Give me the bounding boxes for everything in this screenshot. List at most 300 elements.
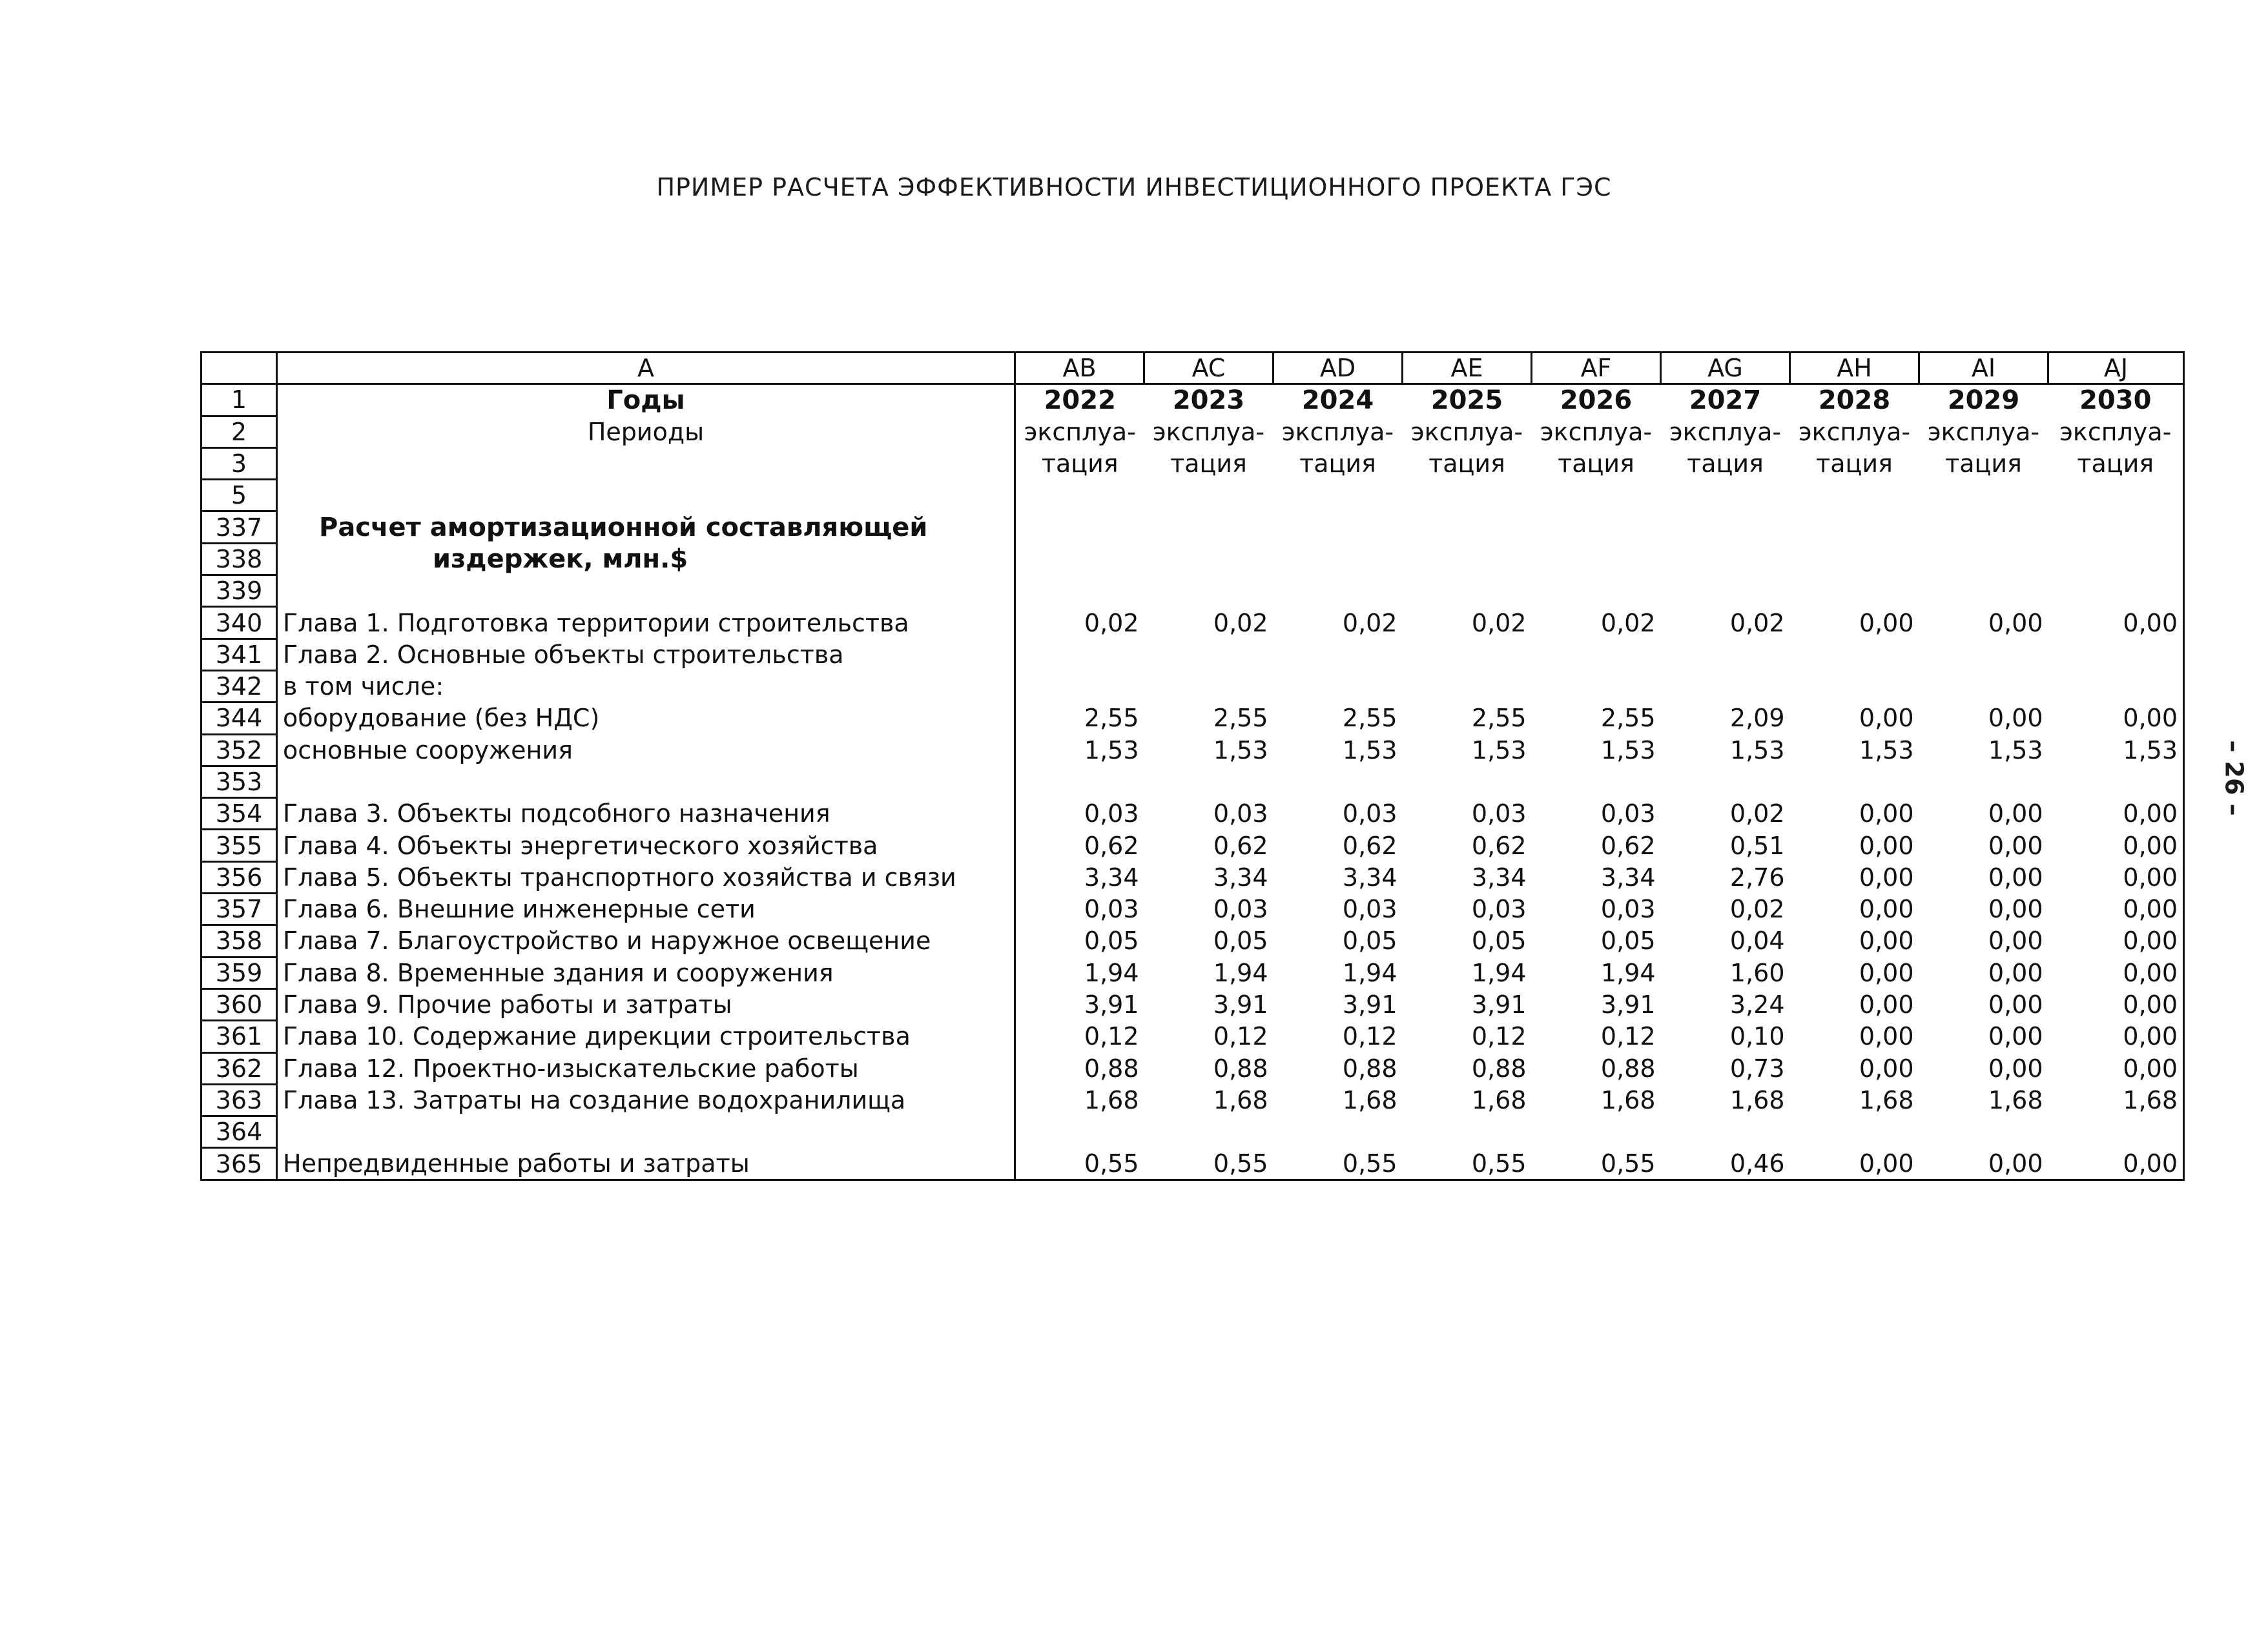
- value-cell: 0,05: [1471, 927, 1527, 956]
- column-header-ah: AH: [1790, 353, 1919, 384]
- data-row: [201, 1021, 2184, 1052]
- row-label: Глава 4. Объекты энергетического хозяйства: [277, 830, 1015, 861]
- period-cell: эксплуа-: [1927, 417, 2040, 446]
- value-cell: 0,55: [1532, 1148, 1661, 1180]
- value-cell: [1532, 670, 1661, 702]
- value-cell: 0,55: [1144, 1148, 1273, 1180]
- column-header-a: A: [277, 353, 1015, 384]
- value-cell: 0,03: [1471, 799, 1527, 828]
- value-cell: 2,76: [1729, 863, 1785, 892]
- value-cell: 3,24: [1729, 990, 1785, 1019]
- value-cell: [1144, 670, 1273, 702]
- value-cell: 0,00: [1988, 990, 2043, 1019]
- value-cell: 1,53: [1471, 735, 1527, 764]
- value-cell: 3,91: [1213, 990, 1268, 1019]
- row-number: 3: [201, 447, 277, 479]
- page-number-text: – 26 –: [2220, 740, 2249, 816]
- value-cell: [1919, 639, 2048, 670]
- value-cell: 3,91: [1342, 990, 1397, 1019]
- empty-cell: [1144, 511, 1273, 543]
- value-cell: 0,00: [1859, 831, 1914, 860]
- value-cell: [2048, 1116, 2184, 1148]
- row-number: 361: [201, 1021, 277, 1052]
- value-cell: 0,02: [1600, 608, 1656, 637]
- value-cell: 0,00: [2048, 607, 2184, 639]
- periods-label: Периоды: [277, 416, 1015, 447]
- row-number: 355: [201, 830, 277, 861]
- row-number: 354: [201, 798, 277, 830]
- column-header-af: AF: [1532, 353, 1661, 384]
- period-cell: эксплуа-: [1281, 417, 1394, 446]
- value-cell: 0,00: [2048, 798, 2184, 830]
- value-cell: [1273, 575, 1403, 607]
- value-cell: 0,03: [1471, 895, 1527, 924]
- period-cell: тация: [1945, 449, 2022, 478]
- corner-cell: [201, 353, 277, 384]
- data-row: [201, 1084, 2184, 1116]
- data-row: [201, 988, 2184, 1020]
- value-cell: 0,05: [1600, 927, 1656, 956]
- column-header-ae: AE: [1403, 353, 1532, 384]
- empty-cell: [1919, 543, 2048, 575]
- value-cell: 2,55: [1084, 704, 1139, 733]
- value-cell: 0,00: [1859, 958, 1914, 987]
- value-cell: 0,03: [1213, 895, 1268, 924]
- value-cell: 1,53: [1213, 735, 1268, 764]
- value-cell: 0,62: [1342, 831, 1397, 860]
- row-label: Глава 3. Объекты подсобного назначения: [277, 798, 1015, 830]
- value-cell: [2048, 575, 2184, 607]
- data-row: [201, 925, 2184, 957]
- empty-cell: [1273, 543, 1403, 575]
- value-cell: 0,02: [1213, 608, 1268, 637]
- value-cell: 0,00: [1859, 927, 1914, 956]
- row-number: 358: [201, 925, 277, 957]
- value-cell: 1,60: [1729, 958, 1785, 987]
- value-cell: 0,00: [2048, 1148, 2184, 1180]
- empty-cell: [1532, 543, 1661, 575]
- value-cell: 0,12: [1084, 1022, 1139, 1051]
- periods-label-empty: [277, 447, 1015, 479]
- value-cell: 1,53: [1342, 735, 1397, 764]
- empty-cell: [2048, 480, 2184, 511]
- value-cell: [1015, 1116, 1144, 1148]
- row-number: 356: [201, 861, 277, 893]
- value-cell: 2,55: [1342, 704, 1397, 733]
- value-cell: 0,00: [1988, 831, 2043, 860]
- period-cell: тация: [1558, 449, 1634, 478]
- value-cell: [1532, 575, 1661, 607]
- value-cell: [1273, 766, 1403, 797]
- value-cell: [1403, 575, 1532, 607]
- section-heading-row: [201, 543, 2184, 575]
- value-cell: 0,00: [1859, 895, 1914, 924]
- empty-cell: [1661, 511, 1790, 543]
- value-cell: [1144, 766, 1273, 797]
- value-cell: 0,12: [1600, 1022, 1656, 1051]
- period-cell: тация: [1041, 449, 1119, 478]
- value-cell: 0,62: [1213, 831, 1268, 860]
- value-cell: 0,62: [1471, 831, 1527, 860]
- row-label: [277, 575, 1015, 607]
- empty-cell: [2048, 511, 2184, 543]
- value-cell: 0,00: [2048, 702, 2184, 734]
- period-cell: тация: [1428, 449, 1505, 478]
- row-number: 5: [201, 480, 277, 511]
- row-number: 1: [201, 384, 277, 416]
- row-label: Глава 10. Содержание дирекции строительства: [277, 1021, 1015, 1052]
- value-cell: 0,02: [1471, 608, 1527, 637]
- value-cell: 0,12: [1342, 1022, 1397, 1051]
- row-number: 362: [201, 1052, 277, 1084]
- empty-cell: [1790, 511, 1919, 543]
- value-cell: [1790, 575, 1919, 607]
- value-cell: 0,51: [1729, 831, 1785, 860]
- value-cell: 0,00: [2048, 830, 2184, 861]
- value-cell: 0,02: [1084, 608, 1139, 637]
- value-cell: 0,02: [1729, 799, 1785, 828]
- empty-cell: [1015, 543, 1144, 575]
- value-cell: [1144, 575, 1273, 607]
- data-row: [201, 957, 2184, 988]
- value-cell: [1661, 1116, 1790, 1148]
- value-cell: 1,68: [1729, 1085, 1785, 1114]
- period-cell: эксплуа-: [1152, 417, 1265, 446]
- year-cell: 2025: [1430, 385, 1503, 416]
- column-header-ag: AG: [1661, 353, 1790, 384]
- data-row: [201, 734, 2184, 766]
- data-row: [201, 702, 2184, 734]
- row-label: Глава 13. Затраты на создание водохранилища: [277, 1084, 1015, 1116]
- value-cell: 1,68: [2048, 1084, 2184, 1116]
- value-cell: 1,68: [1600, 1085, 1656, 1114]
- period-cell: эксплуа-: [2048, 416, 2184, 447]
- empty-cell: [1273, 480, 1403, 511]
- value-cell: 1,53: [2048, 734, 2184, 766]
- blank-row: [201, 480, 2184, 511]
- empty-cell: [1790, 480, 1919, 511]
- empty-cell: [1532, 511, 1661, 543]
- row-number: 352: [201, 734, 277, 766]
- value-cell: [1144, 1116, 1273, 1148]
- value-cell: [1403, 670, 1532, 702]
- value-cell: 3,34: [1342, 863, 1397, 892]
- row-label: Глава 6. Внешние инженерные сети: [277, 894, 1015, 925]
- value-cell: [1532, 1116, 1661, 1148]
- value-cell: 0,03: [1084, 895, 1139, 924]
- value-cell: [1015, 670, 1144, 702]
- value-cell: 1,53: [1988, 735, 2043, 764]
- row-number: 339: [201, 575, 277, 607]
- value-cell: 1,68: [1213, 1085, 1268, 1114]
- row-label: [277, 766, 1015, 797]
- value-cell: 1,53: [1859, 735, 1914, 764]
- empty-cell: [1015, 511, 1144, 543]
- value-cell: 0,00: [1859, 990, 1914, 1019]
- value-cell: 0,00: [1988, 704, 2043, 733]
- value-cell: 0,03: [1213, 799, 1268, 828]
- value-cell: 0,00: [1919, 1148, 2048, 1180]
- value-cell: 0,00: [1859, 863, 1914, 892]
- value-cell: 3,34: [1084, 863, 1139, 892]
- value-cell: 0,03: [1342, 799, 1397, 828]
- value-cell: 0,05: [1084, 927, 1139, 956]
- row-label: [277, 1116, 1015, 1148]
- value-cell: [1273, 670, 1403, 702]
- period-cell: тация: [1170, 449, 1247, 478]
- value-cell: [1919, 575, 2048, 607]
- page-number: [2215, 707, 2254, 849]
- value-cell: 0,62: [1084, 831, 1139, 860]
- value-cell: [1144, 639, 1273, 670]
- value-cell: 0,02: [1342, 608, 1397, 637]
- value-cell: 0,00: [1790, 1148, 1919, 1180]
- value-cell: [1403, 1116, 1532, 1148]
- value-cell: 0,00: [1988, 608, 2043, 637]
- period-cell: эксплуа-: [1024, 417, 1136, 446]
- value-cell: 0,00: [2048, 1052, 2184, 1084]
- column-header-row: [201, 353, 2184, 384]
- year-cell: 2030: [2048, 384, 2184, 416]
- row-number: 357: [201, 894, 277, 925]
- period-cell: тация: [1299, 449, 1376, 478]
- data-row: [201, 670, 2184, 702]
- value-cell: 0,03: [1600, 895, 1656, 924]
- value-cell: 1,94: [1471, 958, 1527, 987]
- value-cell: 0,00: [1859, 1054, 1914, 1083]
- value-cell: 1,94: [1600, 958, 1656, 987]
- value-cell: [1919, 766, 2048, 797]
- section-heading-row: [201, 511, 2184, 543]
- row-number: 340: [201, 607, 277, 639]
- data-row: [201, 798, 2184, 830]
- value-cell: 0,10: [1729, 1022, 1785, 1051]
- data-row: [201, 894, 2184, 925]
- row-number: 353: [201, 766, 277, 797]
- column-header-aj: AJ: [2048, 353, 2184, 384]
- value-cell: 2,55: [1471, 704, 1527, 733]
- value-cell: 1,53: [1729, 735, 1785, 764]
- empty-cell: [1403, 480, 1532, 511]
- row-number: 364: [201, 1116, 277, 1148]
- row-number: 2: [201, 416, 277, 447]
- value-cell: 1,68: [1988, 1085, 2043, 1114]
- data-row: [201, 830, 2184, 861]
- value-cell: 0,88: [1600, 1054, 1656, 1083]
- value-cell: 0,02: [1729, 608, 1785, 637]
- value-cell: 0,88: [1084, 1054, 1139, 1083]
- value-cell: 0,73: [1729, 1054, 1785, 1083]
- spreadsheet-table: [200, 351, 2185, 1181]
- value-cell: 0,12: [1471, 1022, 1527, 1051]
- year-cell: 2024: [1301, 385, 1374, 416]
- value-cell: [2048, 670, 2184, 702]
- empty-cell: [1661, 543, 1790, 575]
- data-row: [201, 607, 2184, 639]
- value-cell: 0,03: [1342, 895, 1397, 924]
- row-label: Глава 9. Прочие работы и затраты: [277, 988, 1015, 1020]
- value-cell: 0,46: [1661, 1148, 1790, 1180]
- data-row: [201, 639, 2184, 670]
- periods-row-2: [201, 447, 2184, 479]
- value-cell: 0,04: [1729, 927, 1785, 956]
- column-header-ai: AI: [1919, 353, 2048, 384]
- value-cell: 3,34: [1213, 863, 1268, 892]
- value-cell: 3,34: [1471, 863, 1527, 892]
- empty-cell: [1919, 480, 2048, 511]
- value-cell: 0,55: [1273, 1148, 1403, 1180]
- year-cell: 2022: [1044, 385, 1116, 416]
- row-number: 360: [201, 988, 277, 1020]
- year-cell: 2023: [1172, 385, 1245, 416]
- value-cell: [1403, 639, 1532, 670]
- row-label: Глава 2. Основные объекты строительства: [277, 639, 1015, 670]
- period-cell: эксплуа-: [1669, 417, 1782, 446]
- value-cell: 0,55: [1403, 1148, 1532, 1180]
- year-cell: 2026: [1560, 385, 1633, 416]
- value-cell: [1919, 1116, 2048, 1148]
- period-cell: эксплуа-: [1540, 417, 1653, 446]
- row-number: 363: [201, 1084, 277, 1116]
- empty-cell: [1919, 511, 2048, 543]
- row-number: 338: [201, 543, 277, 575]
- value-cell: [1015, 639, 1144, 670]
- value-cell: 0,00: [1988, 927, 2043, 956]
- empty-cell: [1403, 511, 1532, 543]
- value-cell: 0,00: [1988, 863, 2043, 892]
- row-label: в том числе:: [277, 670, 1015, 702]
- section-heading-line1: Расчет амортизационной составляющей: [277, 511, 1015, 543]
- value-cell: 0,00: [2048, 988, 2184, 1020]
- value-cell: [1790, 670, 1919, 702]
- value-cell: 1,53: [1084, 735, 1139, 764]
- value-cell: 3,91: [1084, 990, 1139, 1019]
- value-cell: 0,00: [2048, 1021, 2184, 1052]
- value-cell: [1532, 766, 1661, 797]
- periods-row: [201, 416, 2184, 447]
- value-cell: [2048, 639, 2184, 670]
- value-cell: 0,00: [1859, 799, 1914, 828]
- row-number: 341: [201, 639, 277, 670]
- value-cell: 1,68: [1859, 1085, 1914, 1114]
- value-cell: 0,03: [1084, 799, 1139, 828]
- value-cell: 0,00: [1859, 704, 1914, 733]
- empty-cell: [2048, 543, 2184, 575]
- period-cell: тация: [1816, 449, 1893, 478]
- row-number: 344: [201, 702, 277, 734]
- empty-cell: [1790, 543, 1919, 575]
- data-row: [201, 861, 2184, 893]
- value-cell: [1273, 639, 1403, 670]
- empty-cell: [1144, 480, 1273, 511]
- value-cell: 1,68: [1084, 1085, 1139, 1114]
- row-label: Непредвиденные работы и затраты: [277, 1148, 1015, 1180]
- value-cell: 1,68: [1342, 1085, 1397, 1114]
- value-cell: 0,05: [1342, 927, 1397, 956]
- period-cell: эксплуа-: [1410, 417, 1523, 446]
- value-cell: 2,55: [1600, 704, 1656, 733]
- data-row: [201, 575, 2184, 607]
- empty-cell: [1273, 511, 1403, 543]
- value-cell: 2,09: [1729, 704, 1785, 733]
- column-header-ac: AC: [1144, 353, 1273, 384]
- value-cell: [1661, 575, 1790, 607]
- value-cell: [1015, 575, 1144, 607]
- value-cell: [1790, 1116, 1919, 1148]
- data-row: [201, 1148, 2184, 1180]
- blank-label: [277, 480, 1015, 511]
- year-cell: 2029: [1947, 385, 2020, 416]
- value-cell: 0,88: [1213, 1054, 1268, 1083]
- year-cell: 2028: [1818, 385, 1891, 416]
- value-cell: 1,68: [1471, 1085, 1527, 1114]
- value-cell: 0,88: [1342, 1054, 1397, 1083]
- value-cell: 1,94: [1084, 958, 1139, 987]
- value-cell: 0,03: [1600, 799, 1656, 828]
- empty-cell: [1144, 543, 1273, 575]
- value-cell: [1661, 639, 1790, 670]
- row-label: Глава 7. Благоустройство и наружное освещение: [277, 925, 1015, 957]
- value-cell: 3,91: [1600, 990, 1656, 1019]
- value-cell: [1273, 1116, 1403, 1148]
- row-label: Глава 5. Объекты транспортного хозяйства и связи: [277, 861, 1015, 893]
- row-number: 342: [201, 670, 277, 702]
- period-cell: эксплуа-: [1798, 417, 1911, 446]
- value-cell: [1661, 670, 1790, 702]
- value-cell: 0,00: [1988, 1054, 2043, 1083]
- value-cell: 1,94: [1342, 958, 1397, 987]
- data-row: [201, 1116, 2184, 1148]
- years-label: Годы: [277, 384, 1015, 416]
- period-cell: тация: [1687, 449, 1764, 478]
- value-cell: 0,02: [1729, 895, 1785, 924]
- value-cell: 0,00: [2048, 861, 2184, 893]
- value-cell: 0,00: [2048, 894, 2184, 925]
- period-cell: тация: [2048, 447, 2184, 479]
- value-cell: 3,34: [1600, 863, 1656, 892]
- value-cell: 3,91: [1471, 990, 1527, 1019]
- row-number: 337: [201, 511, 277, 543]
- value-cell: 0,05: [1213, 927, 1268, 956]
- row-label: оборудование (без НДС): [277, 702, 1015, 734]
- value-cell: [1403, 766, 1532, 797]
- value-cell: [1919, 670, 2048, 702]
- value-cell: 0,00: [1859, 1022, 1914, 1051]
- row-label: основные сооружения: [277, 734, 1015, 766]
- value-cell: [2048, 766, 2184, 797]
- empty-cell: [1661, 480, 1790, 511]
- years-row: [201, 384, 2184, 416]
- value-cell: 0,00: [2048, 925, 2184, 957]
- value-cell: [1790, 639, 1919, 670]
- value-cell: 0,00: [1988, 1022, 2043, 1051]
- value-cell: 0,55: [1015, 1148, 1144, 1180]
- row-number: 359: [201, 957, 277, 988]
- empty-cell: [1403, 543, 1532, 575]
- value-cell: 0,00: [1988, 895, 2043, 924]
- column-header-ad: AD: [1273, 353, 1403, 384]
- value-cell: 1,94: [1213, 958, 1268, 987]
- value-cell: 0,88: [1471, 1054, 1527, 1083]
- value-cell: 1,53: [1600, 735, 1656, 764]
- value-cell: 0,00: [1859, 608, 1914, 637]
- document-title: ПРИМЕР РАСЧЕТА ЭФФЕКТИВНОСТИ ИНВЕСТИЦИОННОГО ПРОЕКТА ГЭС: [656, 173, 1612, 201]
- value-cell: [1532, 639, 1661, 670]
- row-label: Глава 8. Временные здания и сооружения: [277, 957, 1015, 988]
- value-cell: 0,12: [1213, 1022, 1268, 1051]
- value-cell: [1790, 766, 1919, 797]
- value-cell: 0,00: [1988, 799, 2043, 828]
